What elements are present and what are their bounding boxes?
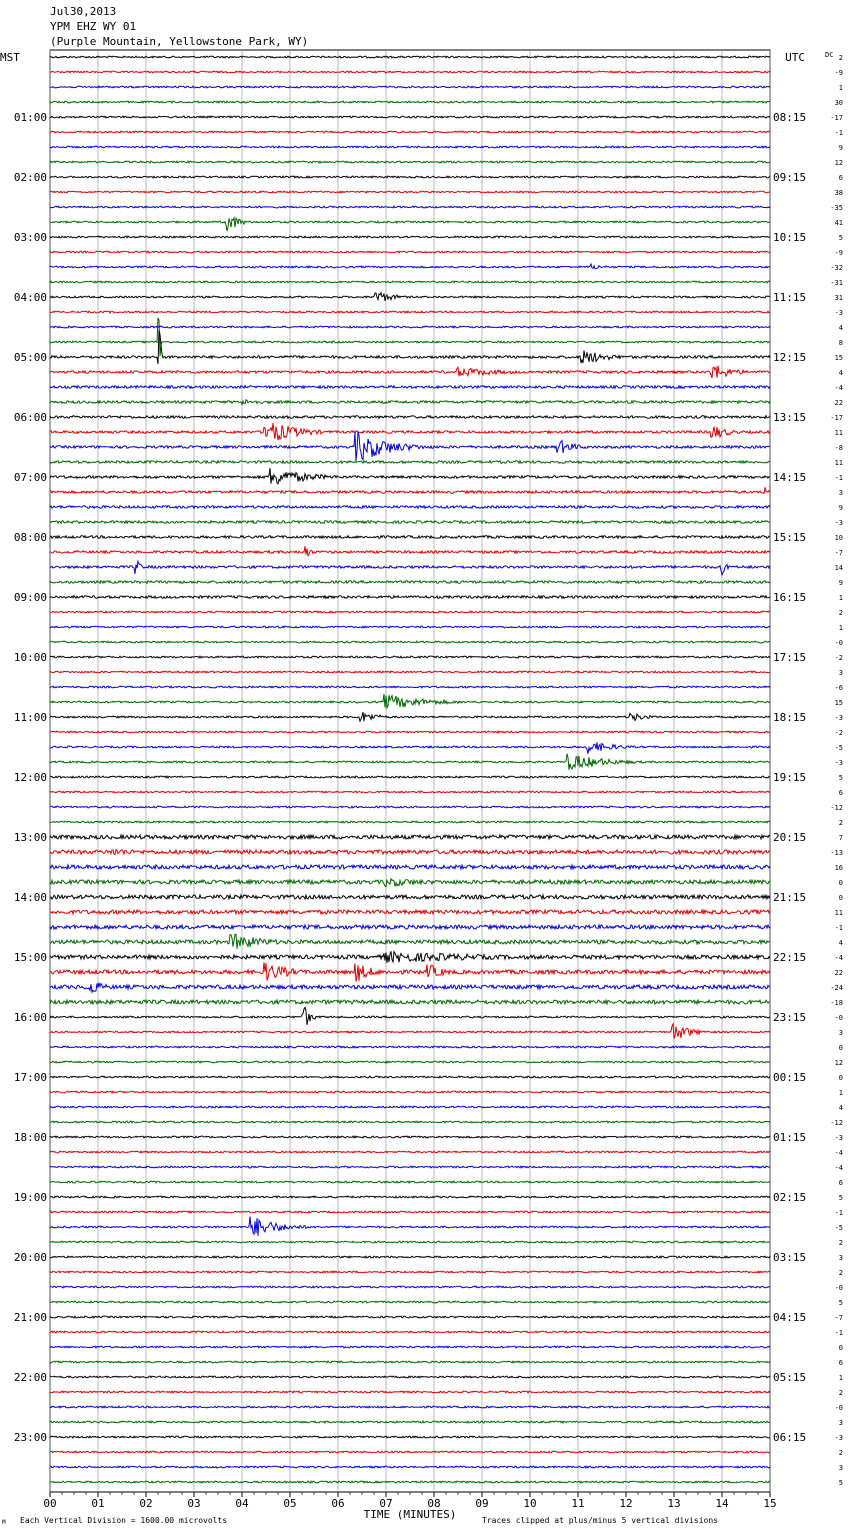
seismic-trace [50,581,770,584]
header-date: Jul30,2013 [50,5,117,18]
left-hour-label: 21:00 [13,1311,47,1324]
footer-mark: M [2,1519,6,1526]
x-tick-label: 06 [331,1497,345,1510]
footer-clip-note: Traces clipped at plus/minus 5 vertical divisions [482,1516,719,1525]
plot-frame [50,50,770,1492]
left-hour-label: 06:00 [13,411,47,424]
seismic-trace [50,1331,770,1333]
seismic-trace [50,754,770,770]
seismic-trace [50,468,770,484]
seismic-trace [50,71,770,73]
seismic-trace [50,1481,770,1483]
left-hour-label: 15:00 [13,951,47,964]
seismic-trace [50,218,770,231]
x-tick-label: 05 [283,1497,297,1510]
seismic-trace [50,101,770,103]
dc-offset-value: 9 [838,504,843,512]
dc-offset-value: -0 [834,1284,843,1292]
right-hour-label: 00:15 [773,1071,807,1084]
x-tick-label: 00 [43,1497,57,1510]
seismic-trace [50,1451,770,1453]
seismic-trace [50,1000,770,1004]
seismic-trace [50,161,770,163]
dc-offset-value: 22 [834,399,843,407]
seismic-trace [50,1007,770,1024]
dc-offset-value: -5 [834,744,843,752]
dc-offset-value: -4 [834,384,843,392]
seismic-trace [50,1361,770,1363]
dc-offset-value: 4 [838,369,843,377]
dc-offset-value: -0 [834,1014,843,1022]
seismic-trace [50,879,770,887]
seismic-trace [50,1346,770,1348]
header-location: (Purple Mountain, Yellowstone Park, WY) [50,35,309,48]
dc-offset-value: -3 [834,759,843,767]
seismic-trace [50,1271,770,1273]
right-hour-label: 17:15 [773,651,807,664]
x-tick-label: 04 [235,1497,249,1510]
seismic-trace [50,1106,770,1108]
x-tick-label: 15 [763,1497,777,1510]
left-timezone-label: MST [0,51,20,64]
left-hour-label: 20:00 [13,1251,47,1264]
right-hour-label: 10:15 [773,231,807,244]
left-hour-label: 19:00 [13,1191,47,1204]
seismic-trace [50,983,770,993]
dc-offset-value: 2 [838,1269,843,1277]
dc-offset-value: -35 [830,204,843,212]
x-axis-label: TIME (MINUTES) [363,1508,457,1521]
right-hour-label: 19:15 [773,771,807,784]
dc-offset-value: -9 [834,69,843,77]
dc-offset-value: -32 [830,264,843,272]
dc-offset-value: -3 [834,519,843,527]
dc-offset-value: -7 [834,1314,843,1322]
seismic-trace [50,806,770,808]
dc-offset-value: 41 [834,219,843,227]
dc-offset-value: -31 [830,279,843,287]
dc-offset-value: 6 [838,1359,843,1367]
seismic-trace [50,1421,770,1423]
right-hour-label: 08:15 [773,111,807,124]
seismic-trace [50,506,770,509]
dc-offset-value: -24 [830,984,843,992]
right-hour-label: 05:15 [773,1371,807,1384]
seismic-trace [50,311,770,313]
seismic-trace [50,1121,770,1123]
dc-offset-value: -17 [830,414,843,422]
dc-offset-value: -1 [834,129,843,137]
dc-offset-value: 2 [838,1449,843,1457]
footer-scale-note: Each Vertical Division = 1600.00 microvolts [20,1516,228,1525]
dc-offset-value: 22 [834,969,843,977]
right-hour-label: 04:15 [773,1311,807,1324]
right-hour-label: 18:15 [773,711,807,724]
dc-offset-value: -12 [830,804,843,812]
seismic-trace [50,236,770,238]
seismic-trace [50,293,770,301]
dc-offset-value: 0 [838,894,843,902]
dc-offset-value: 11 [834,429,843,437]
seismic-trace [50,56,770,58]
seismic-trace [50,1181,770,1183]
dc-offset-value: 0 [838,1074,843,1082]
dc-offset-value: 31 [834,294,843,302]
dc-offset-value: 0 [838,1344,843,1352]
left-hour-label: 11:00 [13,711,47,724]
right-hour-label: 21:15 [773,891,807,904]
dc-offset-value: -7 [834,549,843,557]
dc-offset-value: 1 [838,624,843,632]
seismic-trace [50,1391,770,1393]
seismic-trace [50,1151,770,1153]
seismic-trace [50,962,770,981]
seismic-trace [50,641,770,643]
dc-offset-value: 5 [838,774,843,782]
dc-offset-value: -4 [834,1149,843,1157]
seismic-trace [50,1241,770,1243]
x-tick-label: 12 [619,1497,633,1510]
seismic-trace [50,1061,770,1063]
seismic-trace [50,656,770,658]
left-hour-label: 09:00 [13,591,47,604]
right-hour-label: 14:15 [773,471,807,484]
left-hour-label: 01:00 [13,111,47,124]
seismic-trace [50,461,770,464]
left-hour-label: 23:00 [13,1431,47,1444]
dc-offset-value: 30 [834,99,843,107]
left-hour-label: 17:00 [13,1071,47,1084]
dc-offset-value: 4 [838,324,843,332]
dc-offset-value: -0 [834,1404,843,1412]
dc-offset-value: 3 [838,489,843,497]
seismic-trace [50,86,770,88]
dc-offset-value: 12 [834,1059,843,1067]
seismic-trace [50,694,770,708]
seismic-trace [50,1376,770,1378]
dc-offset-value: -1 [834,1209,843,1217]
dc-offset-value: -12 [830,1119,843,1127]
x-tick-label: 01 [91,1497,105,1510]
dc-offset-value: 5 [838,1479,843,1487]
dc-offset-value: -9 [834,249,843,257]
seismic-trace [50,596,770,599]
seismic-trace [50,191,770,193]
dc-offset-value: 6 [838,1179,843,1187]
dc-offset-value: 4 [838,939,843,947]
dc-label: DC [825,51,834,59]
dc-offset-value: 6 [838,174,843,182]
dc-offset-value: 3 [838,669,843,677]
seismic-trace [50,1196,770,1198]
left-hour-label: 07:00 [13,471,47,484]
seismic-trace [50,251,770,253]
seismic-trace [50,1301,770,1303]
dc-offset-value: 2 [838,609,843,617]
left-hour-label: 16:00 [13,1011,47,1024]
dc-offset-value: -6 [834,684,843,692]
seismic-trace [50,611,770,613]
x-tick-label: 14 [715,1497,729,1510]
seismic-trace [50,1091,770,1093]
dc-offset-value: 16 [834,864,843,872]
right-hour-label: 01:15 [773,1131,807,1144]
dc-offset-value: -8 [834,444,843,452]
seismic-trace [50,626,770,628]
dc-offset-value: -5 [834,1224,843,1232]
seismic-trace [50,1046,770,1048]
dc-offset-value: 15 [834,354,843,362]
seismic-trace [50,366,770,378]
dc-offset-value: -17 [830,114,843,122]
dc-offset-value: 2 [838,819,843,827]
dc-offset-value: -3 [834,1434,843,1442]
left-hour-label: 02:00 [13,171,47,184]
dc-offset-value: 38 [834,189,843,197]
seismic-trace [50,1286,770,1288]
dc-offset-value: -3 [834,714,843,722]
dc-offset-value: 10 [834,534,843,542]
seismic-trace [50,536,770,539]
left-hour-label: 12:00 [13,771,47,784]
seismic-trace [50,521,770,524]
dc-offset-value: 8 [838,339,843,347]
right-hour-label: 15:15 [773,531,807,544]
dc-offset-value: 4 [838,1104,843,1112]
seismic-trace [50,1024,770,1039]
right-hour-label: 12:15 [773,351,807,364]
seismic-trace [50,546,770,556]
left-hour-label: 13:00 [13,831,47,844]
dc-offset-value: 0 [838,1044,843,1052]
right-hour-label: 23:15 [773,1011,807,1024]
dc-offset-value: -1 [834,1329,843,1337]
seismic-trace [50,431,770,461]
right-hour-label: 20:15 [773,831,807,844]
dc-offset-value: 0 [838,879,843,887]
seismic-trace [50,116,770,118]
seismic-trace [50,1076,770,1078]
seismic-trace [50,281,770,283]
seismic-trace [50,561,770,575]
dc-offset-value: 11 [834,909,843,917]
seismic-trace [50,835,770,839]
seismic-trace [50,386,770,389]
seismic-trace [50,487,770,493]
dc-offset-value: 1 [838,594,843,602]
dc-offset-value: -2 [834,729,843,737]
left-hour-label: 14:00 [13,891,47,904]
dc-offset-value: 9 [838,144,843,152]
dc-offset-value: -13 [830,849,843,857]
x-tick-label: 09 [475,1497,489,1510]
left-hour-label: 22:00 [13,1371,47,1384]
seismic-trace [50,1466,770,1468]
seismic-trace [50,731,770,733]
seismic-trace [50,712,770,721]
dc-offset-value: -18 [830,999,843,1007]
dc-offset-value: 9 [838,579,843,587]
dc-offset-value: 14 [834,564,843,572]
dc-offset-value: 1 [838,1374,843,1382]
dc-offset-value: 7 [838,834,843,842]
seismic-trace [50,176,770,178]
left-hour-label: 18:00 [13,1131,47,1144]
seismic-trace [50,934,770,949]
seismic-trace [50,264,770,269]
seismic-trace [50,925,770,929]
dc-offset-value: -1 [834,924,843,932]
dc-offset-value: 15 [834,699,843,707]
right-hour-label: 13:15 [773,411,807,424]
dc-offset-value: 5 [838,1194,843,1202]
seismic-trace [50,895,770,899]
dc-offset-value: 5 [838,234,843,242]
seismic-trace [50,1256,770,1258]
dc-offset-value: 1 [838,84,843,92]
dc-offset-value: 2 [838,1389,843,1397]
header-station: YPM EHZ WY 01 [50,20,137,33]
dc-offset-value: 3 [838,1464,843,1472]
dc-offset-value: 5 [838,1299,843,1307]
seismic-trace [50,910,770,914]
right-hour-label: 03:15 [773,1251,807,1264]
dc-offset-value: 12 [834,159,843,167]
left-hour-label: 05:00 [13,351,47,364]
seismic-trace [50,850,770,855]
dc-offset-value: -4 [834,954,843,962]
seismic-trace [50,423,770,440]
dc-offset-value: 3 [838,1419,843,1427]
dc-offset-value: 3 [838,1029,843,1037]
dc-offset-value: 1 [838,1089,843,1097]
left-hour-label: 03:00 [13,231,47,244]
seismic-trace [50,1166,770,1168]
seismic-trace [50,1436,770,1438]
dc-offset-value: 11 [834,459,843,467]
seismic-trace [50,865,770,869]
dc-offset-value: -0 [834,639,843,647]
x-tick-label: 03 [187,1497,201,1510]
seismic-trace [50,686,770,688]
right-hour-label: 09:15 [773,171,807,184]
seismic-trace [50,776,770,778]
seismic-trace [50,821,770,823]
x-tick-label: 02 [139,1497,153,1510]
right-timezone-label: UTC [785,51,805,64]
dc-offset-value: 3 [838,1254,843,1262]
seismic-trace [50,1316,770,1318]
left-hour-label: 08:00 [13,531,47,544]
seismic-trace [50,671,770,673]
right-hour-label: 11:15 [773,291,807,304]
dc-offset-value: -3 [834,309,843,317]
x-tick-label: 07 [379,1497,393,1510]
seismic-trace [50,131,770,133]
right-hour-label: 02:15 [773,1191,807,1204]
x-tick-label: 10 [523,1497,537,1510]
seismic-trace [50,330,770,364]
dc-offset-value: -3 [834,1134,843,1142]
seismic-trace [50,206,770,208]
x-tick-label: 08 [427,1497,441,1510]
dc-offset-value: -1 [834,474,843,482]
seismic-trace [50,1136,770,1138]
right-hour-label: 16:15 [773,591,807,604]
right-hour-label: 06:15 [773,1431,807,1444]
right-hour-label: 22:15 [773,951,807,964]
seismic-trace [50,1406,770,1408]
dc-offset-value: -4 [834,1164,843,1172]
left-hour-label: 10:00 [13,651,47,664]
x-tick-label: 13 [667,1497,681,1510]
seismic-trace [50,146,770,148]
seismic-trace [50,742,770,753]
dc-offset-value: 2 [838,1239,843,1247]
seismic-trace [50,791,770,793]
dc-offset-value: -2 [834,654,843,662]
left-hour-label: 04:00 [13,291,47,304]
seismic-trace [50,951,770,963]
seismic-trace [50,416,770,419]
dc-offset-value: 2 [838,54,843,62]
dc-offset-value: 6 [838,789,843,797]
seismic-trace [50,400,770,405]
seismic-trace [50,1217,770,1236]
x-tick-label: 11 [571,1497,585,1510]
seismic-trace [50,1211,770,1213]
